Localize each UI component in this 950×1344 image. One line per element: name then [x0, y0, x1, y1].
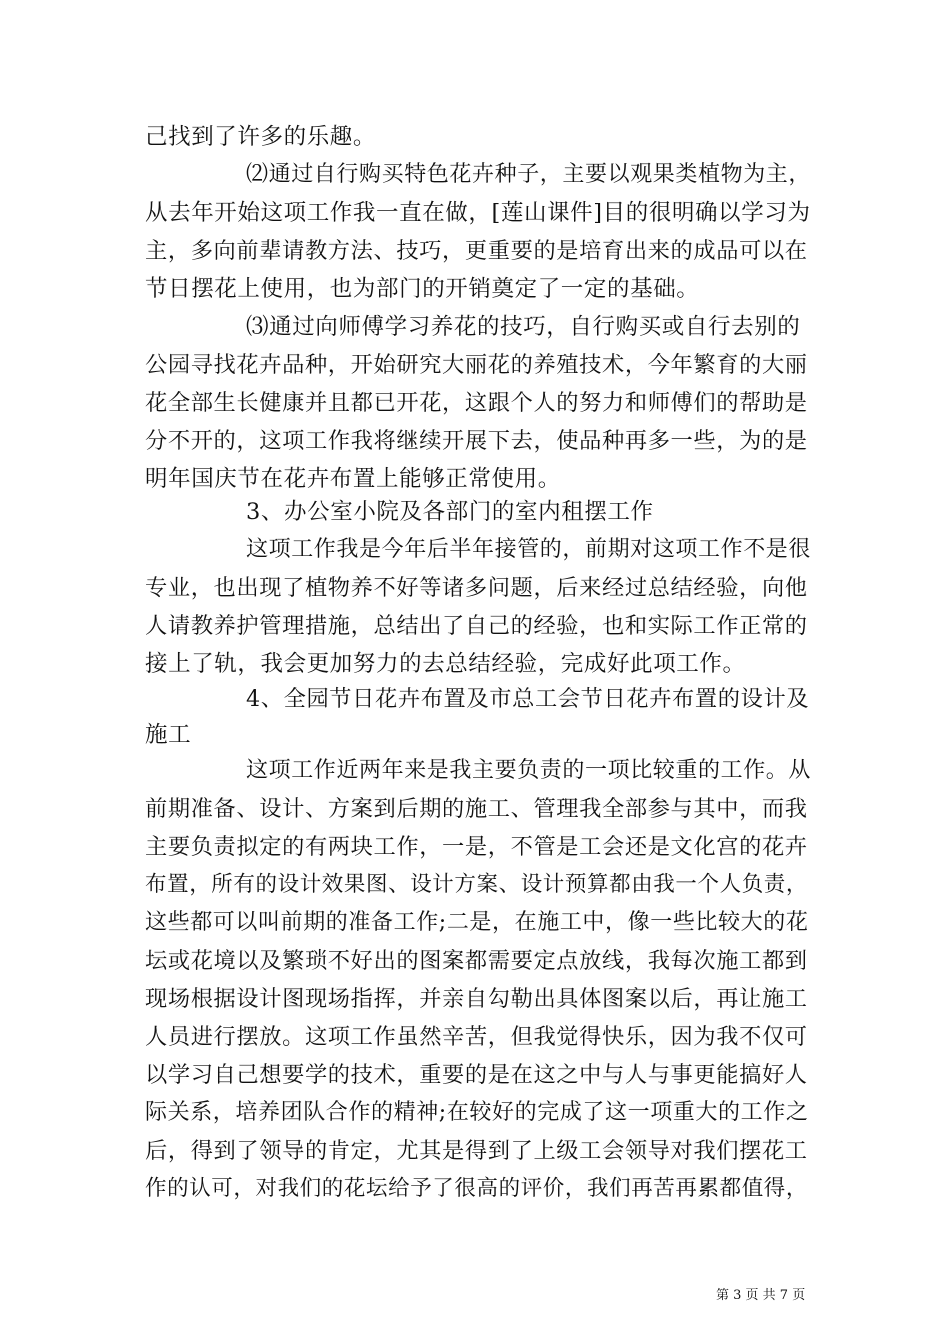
text-line: 这些都可以叫前期的准备工作;二是，在施工中，像一些比较大的花 [145, 910, 809, 935]
text-line: 这项工作近两年来是我主要负责的一项比较重的工作。从 [246, 758, 812, 783]
text-line: 主要负责拟定的有两块工作，一是，不管是工会还是文化宫的花卉 [145, 834, 808, 860]
text-line: 专业，也出现了植物养不好等诸多问题，后来经过总结经验，向他 [145, 575, 808, 601]
text-line: 以学习自己想要学的技术，重要的是在这之中与人与事更能搞好人 [145, 1062, 808, 1088]
text-line: 际关系，培养团队合作的精神;在较好的完成了这一项重大的工作之 [145, 1100, 809, 1125]
text-line: 接上了轨，我会更加努力的去总结经验，完成好此项工作。 [145, 651, 746, 677]
text-line: 人请教养护管理措施，总结出了自己的经验，也和实际工作正常的 [145, 613, 808, 639]
text-line: ⑵通过自行购买特色花卉种子，主要以观果类植物为主， [246, 162, 812, 187]
text-line: 现场根据设计图现场指挥，并亲自勾勒出具体图案以后，再让施工 [145, 986, 808, 1012]
text-line: 作的认可，对我们的花坛给予了很高的评价，我们再苦再累都值得， [145, 1176, 809, 1201]
text-line: 主，多向前辈请教方法、技巧，更重要的是培育出来的成品可以在 [145, 238, 808, 264]
text-line: 明年国庆节在花卉布置上能够正常使用。 [145, 466, 561, 492]
text-line: ⑶通过向师傅学习养花的技巧，自行购买或自行去别的 [246, 314, 801, 340]
section-heading: 3、办公室小院及各部门的室内租摆工作 [246, 499, 654, 525]
page-number-footer: 第 3 页 共 7 页 [716, 1288, 806, 1303]
text-line: 布置，所有的设计效果图、设计方案、设计预算都由我一个人负责， [145, 872, 809, 897]
text-line: 己找到了许多的乐趣。 [145, 124, 377, 150]
text-line: 后，得到了领导的肯定，尤其是得到了上级工会领导对我们摆花工 [145, 1138, 808, 1164]
section-heading-continuation: 施工 [145, 722, 192, 748]
text-line: 花全部生长健康并且都已开花，这跟个人的努力和师傅们的帮助是 [145, 390, 808, 416]
text-line: 分不开的，这项工作我将继续开展下去，使品种再多一些，为的是 [145, 428, 808, 454]
text-line: 节日摆花上使用，也为部门的开销奠定了一定的基础。 [145, 276, 700, 302]
text-line: 前期准备、设计、方案到后期的施工、管理我全部参与其中，而我 [145, 796, 808, 822]
text-line: 坛或花境以及繁琐不好出的图案都需要定点放线，我每次施工都到 [145, 948, 808, 974]
text-line: 公园寻找花卉品种，开始研究大丽花的养殖技术，今年繁育的大丽 [145, 352, 808, 378]
text-line: 人员进行摆放。这项工作虽然辛苦，但我觉得快乐，因为我不仅可 [145, 1024, 808, 1050]
text-line: 从去年开始这项工作我一直在做，[莲山课件]目的很明确以学习为 [145, 200, 811, 226]
section-heading: 4、全园节日花卉布置及市总工会节日花卉布置的设计及 [246, 686, 810, 712]
text-line: 这项工作我是今年后半年接管的，前期对这项工作不是很 [246, 537, 812, 562]
